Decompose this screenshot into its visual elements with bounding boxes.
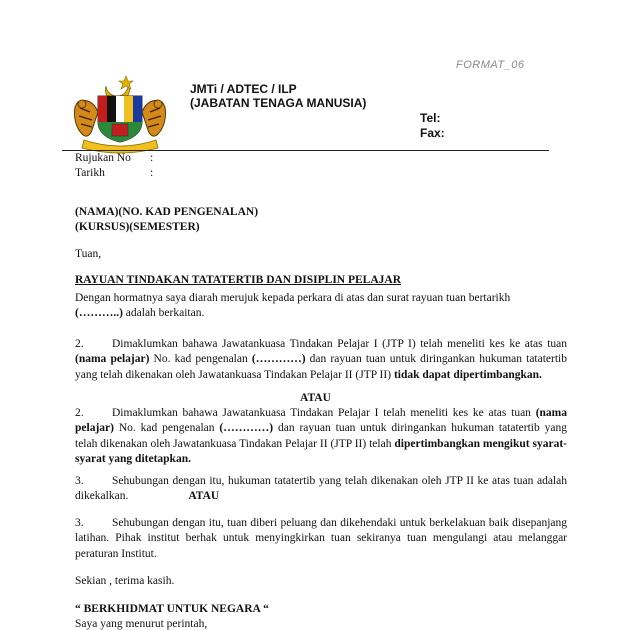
tarikh-colon: : [150,167,154,179]
para2a-name-placeholder: (nama pelajar) [75,353,150,366]
para3a-text: Sehubungan dengan itu, hukuman tatatertib yang telah dikenakan oleh JTP II ke atas tuan adalah dikekalkan. [75,475,567,503]
para2b-text-1: Dimaklumkan bahawa Jawatankuasa Tindakan Pelajar I telah meneliti kes ke atas tuan [112,407,536,419]
header-divider [62,150,549,151]
org-line-2: (JABATAN TENAGA MANUSIA) [190,96,367,110]
paragraph-number: 2. [75,338,84,350]
intro-line-1: Dengan hormatnya saya diarah merujuk kepada perkara di atas dan surat rayuan tuan bertarikh [75,292,511,304]
paragraph-2b [75,406,567,467]
rujukan-label: Rujukan No [75,152,131,164]
format-code: FORMAT_06 [456,59,525,71]
para2a-ic-placeholder: (…………) [251,353,306,366]
atau-separator-2: ATAU [188,490,220,503]
motto: “ BERKHIDMAT UNTUK NEGARA “ [75,603,269,615]
recipient-line-1: (NAMA)(NO. KAD PENGENALAN) [75,206,259,218]
closing-line: Sekian , terima kasih. [75,575,175,587]
paragraph-3b [75,516,567,562]
para2a-text-3: dan rayuan tuan untuk diringankan hukuman tatatertib yang telah dikenakan oleh Jawatankuasa Tindakan Pelajar II (JTP II) [75,353,568,381]
atau-separator-1: ATAU [300,392,331,404]
intro-paragraph [75,291,567,322]
org-line-1: JMTi / ADTEC / ILP [190,82,297,96]
paragraph-number: 2. [75,407,84,419]
coat-of-arms-malaysia-icon [68,72,172,154]
paragraph-2a [75,337,567,383]
salutation: Tuan, [75,248,102,260]
tel-label: Tel: [420,111,441,125]
para2b-decision: dipertimbangkan mengikut syarat-syarat yang ditetapkan. [75,437,567,465]
para2b-name-placeholder: (nama pelajar) [75,407,567,435]
tarikh-label: Tarikh [75,167,105,179]
paragraph-3a [75,474,567,505]
signoff: Saya yang menurut perintah, [75,618,208,630]
recipient-line-2: (KURSUS)(SEMESTER) [75,221,200,233]
intro-date-placeholder: (………..) [75,307,123,320]
para2b-text-3: dan rayuan tuan untuk diringankan hukuman tatatertib yang telah dikenakan oleh Jawatankuasa Tindakan Pelajar II (JTP II) telah [75,422,567,450]
para2b-text-2: No. kad pengenalan [113,422,220,435]
para2a-decision: tidak dapat dipertimbangkan. [393,368,542,381]
paragraph-number: 3. [75,517,84,529]
fax-label: Fax: [420,126,445,140]
subject-title: RAYUAN TINDAKAN TATATERTIB DAN DISIPLIN PELAJAR [75,274,402,286]
para2a-text-1: Dimaklumkan bahawa Jawatankuasa Tindakan Pelajar I (JTP I) telah meneliti kes ke atas tuan [112,338,567,350]
para2a-text-2: No. kad pengenalan [149,353,252,366]
paragraph-number: 3. [75,475,84,487]
para3b-text: Sehubungan dengan itu, tuan diberi peluang dan dikehendaki untuk berkelakuan baik disepanjang latihan. Pihak institut berhak untuk menyingkirkan tuan sekiranya tuan mengulangi atau melanggar peraturan Institut. [75,517,567,560]
para2b-ic-placeholder: (…………) [219,422,274,435]
intro-line-2: adalah berkaitan. [122,307,205,320]
rujukan-colon: : [150,152,154,164]
